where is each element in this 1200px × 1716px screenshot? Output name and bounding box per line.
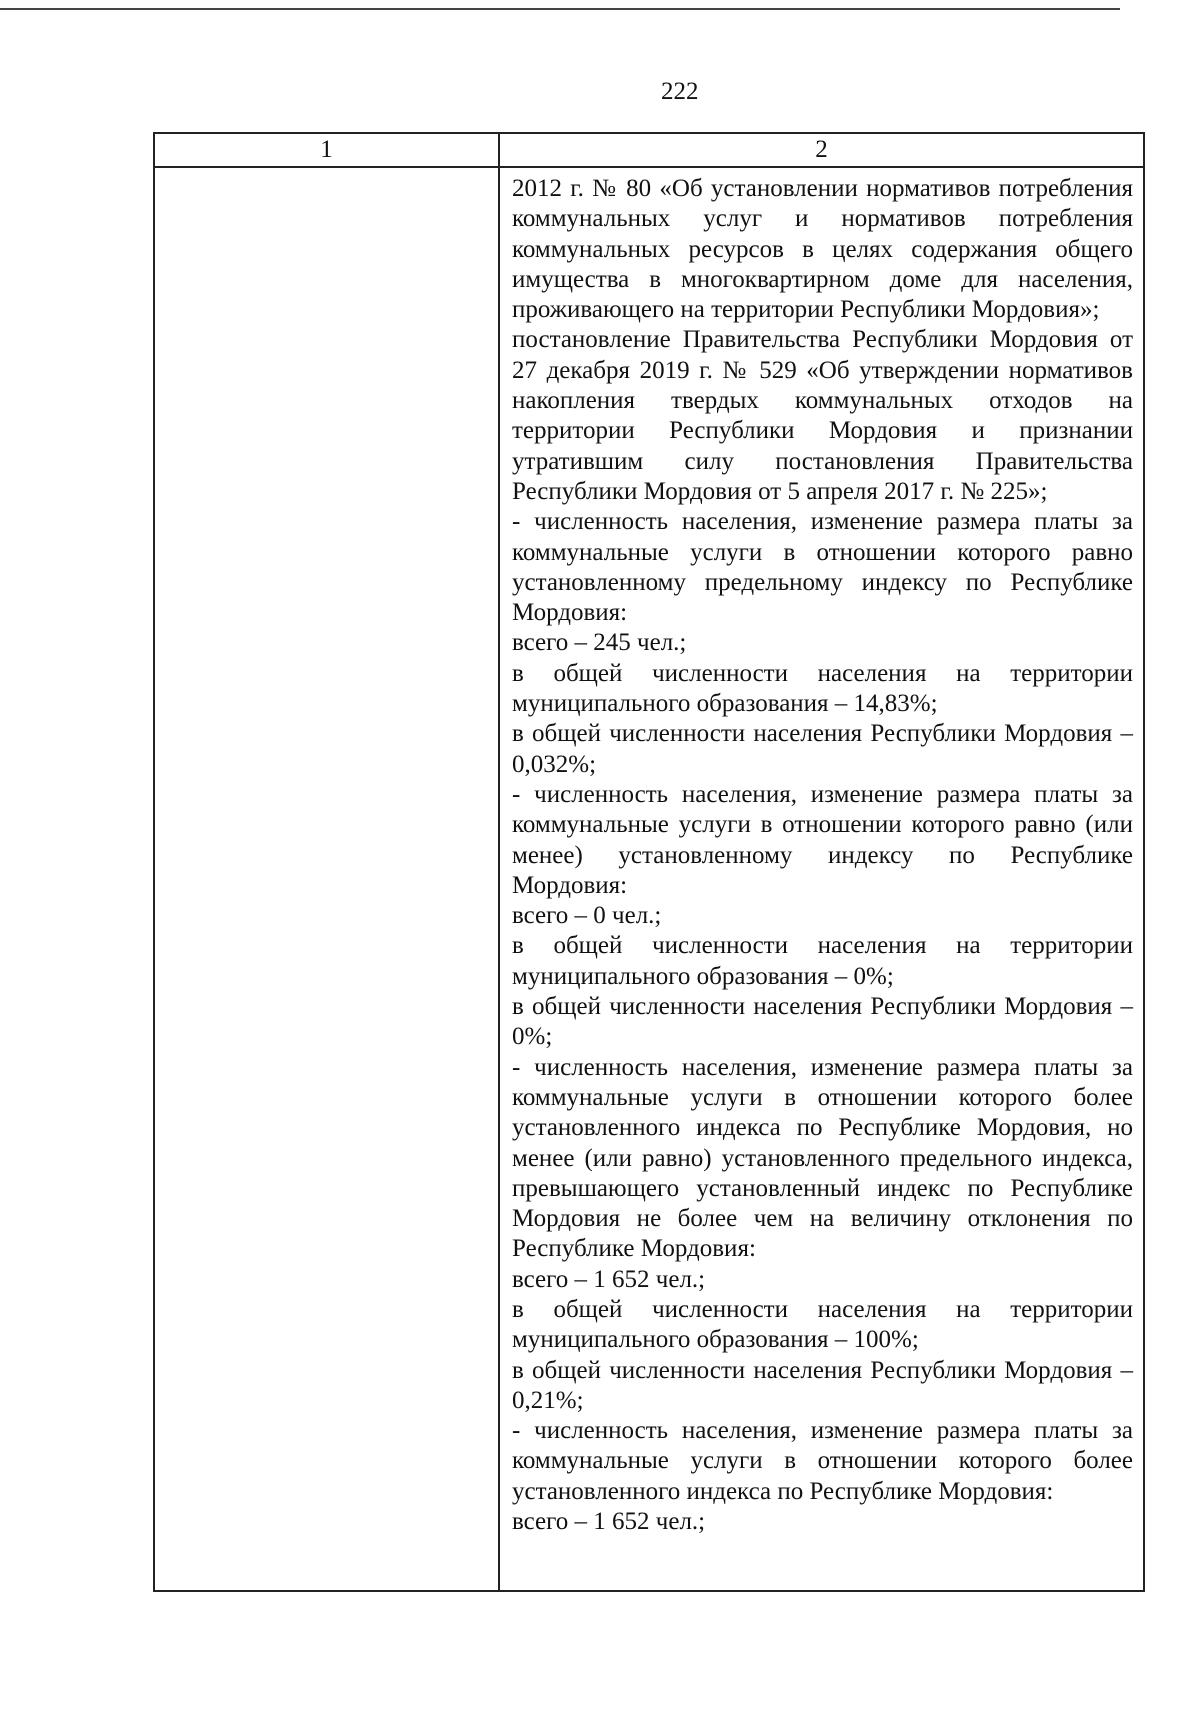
top-border-line	[0, 8, 1120, 10]
paragraph: всего – 1 652 чел.;	[512, 1265, 706, 1293]
page-number: 222	[661, 78, 699, 105]
paragraph: всего – 0 чел.;	[512, 902, 662, 930]
column-header-2: 2	[499, 133, 1144, 167]
paragraph: всего – 245 чел.;	[512, 629, 687, 657]
paragraph: в общей численности населения на территории муниципального образования – 0%;	[512, 932, 1133, 990]
paragraph: - численность населения, изменение размера платы за коммунальные услуги в отношении которого более установленного индекса по Республике Мордовия, но менее (или равно) установленного предельного индекса, превышающего установленный индекс по Республике Мордовия не более чем на величину отклонения по Республике Мордовия:	[512, 1053, 1133, 1263]
document-table	[153, 132, 1145, 1592]
paragraph: в общей численности населения на территории муниципального образования – 14,83%;	[512, 659, 1133, 718]
paragraph: в общей численности населения Республики Мордовия – 0,032%;	[512, 720, 1133, 778]
paragraph: всего – 1 652 чел.;	[512, 1508, 706, 1536]
paragraph: - численность населения, изменение размера платы за коммунальные услуги в отношении которого более установленного индекса по Республике Мордовия:	[512, 1417, 1133, 1505]
column-2-cell	[499, 167, 1144, 1591]
paragraph: - численность населения, изменение размера платы за коммунальные услуги в отношении которого равно установленному предельному индексу по Республике Мордовия:	[512, 508, 1133, 627]
paragraph: в общей численности населения Республики Мордовия – 0,21%;	[512, 1356, 1133, 1414]
paragraph: в общей численности населения Республики Мордовия – 0%;	[512, 993, 1133, 1051]
table-row	[154, 167, 1144, 1591]
paragraph: 2012 г. № 80 «Об установлении нормативов потребления коммунальных услуг и нормативов потребления коммунальных ресурсов в целях содержания общего имущества в многоквартирном доме для населения, проживающего на территории Республики Мордовия»;	[512, 175, 1133, 324]
paragraph: постановление Правительства Республики Мордовия от 27 декабря 2019 г. № 529 «Об утверждении нормативов накопления твердых коммунальных отходов на территории Республики Мордовия и признании утратившим силу постановления Правительства Республики Мордовия от 5 апреля 2017 г. № 225»;	[512, 326, 1133, 505]
column-1-cell	[154, 167, 499, 1591]
paragraph: в общей численности населения на территории муниципального образования – 100%;	[512, 1295, 1133, 1354]
column-header-1: 1	[154, 133, 499, 167]
table-header-row	[154, 133, 1144, 167]
paragraph: - численность населения, изменение размера платы за коммунальные услуги в отношении которого равно (или менее) установленному индексу по Республике Мордовия:	[512, 780, 1133, 899]
